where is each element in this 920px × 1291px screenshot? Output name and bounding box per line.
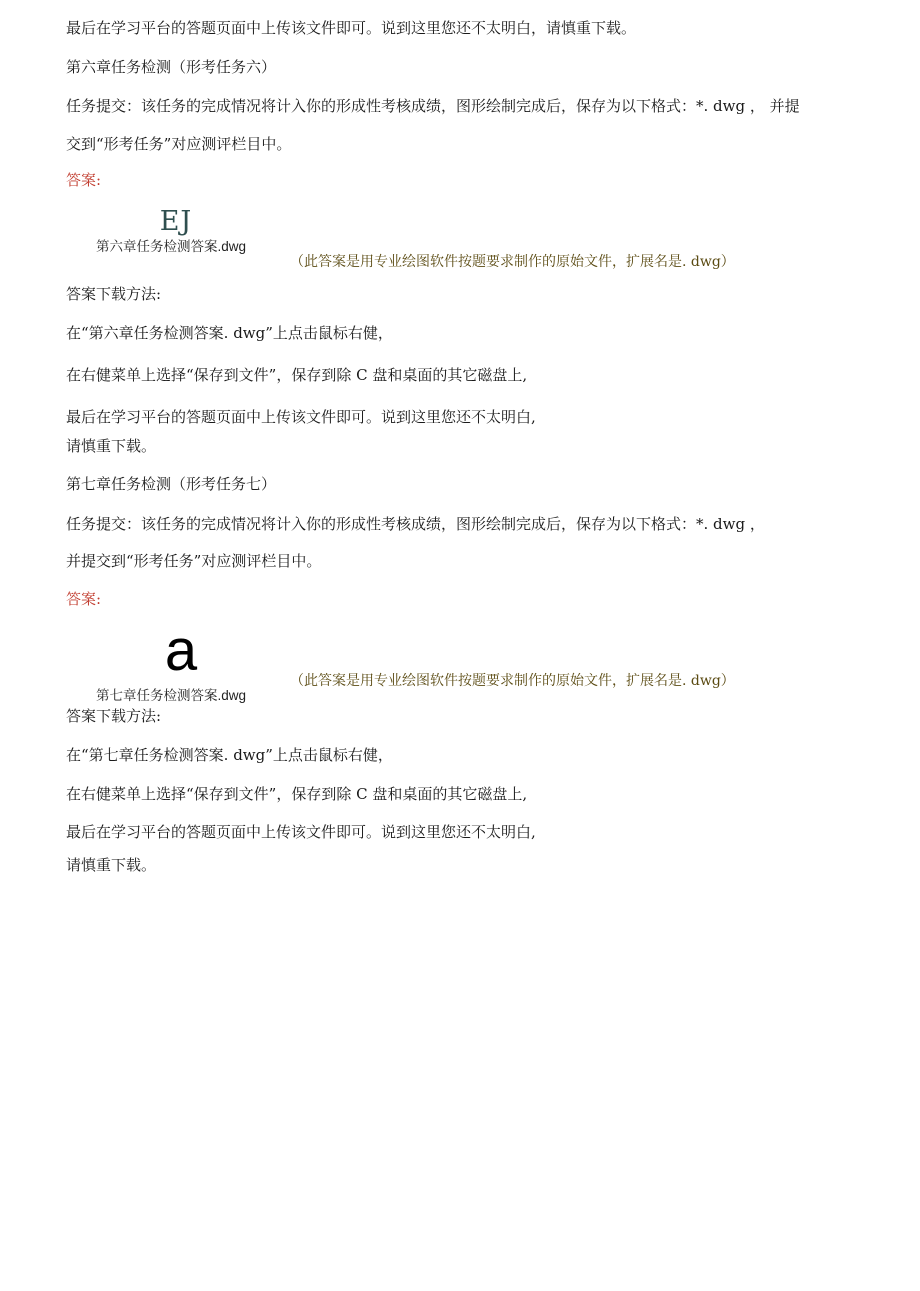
chapter7-task-line-1: 任务提交：该任务的完成情况将计入你的形成性考核成绩，图形绘制完成后，保存为以下格式：*. dwg ， — [66, 515, 765, 533]
chapter7-download-step-4: 请慎重下载。 — [66, 856, 157, 874]
chapter6-title: 第六章任务检测（形考任务六） — [66, 58, 277, 76]
chapter6-download-step-4: 请慎重下载。 — [66, 437, 157, 455]
chapter6-answer-label: 答案: — [66, 171, 102, 189]
chapter6-download-step-3: 最后在学习平台的答题页面中上传该文件即可。说到这里您还不太明白, — [66, 408, 536, 426]
intro-paragraph: 最后在学习平台的答题页面中上传该文件即可。说到这里您还不太明白，请慎重下载。 — [66, 19, 637, 37]
chapter6-attachment[interactable] — [66, 208, 276, 255]
chapter7-answer-note: （此答案是用专业绘图软件按题要求制作的原始文件，扩展名是. dwg） — [290, 673, 735, 689]
chapter7-download-step-2: 在右健菜单上选择“保存到文件”，保存到除 C 盘和桌面的其它磁盘上, — [66, 785, 528, 803]
chapter6-download-step-2: 在右健菜单上选择“保存到文件”，保存到除 C 盘和桌面的其它磁盘上, — [66, 366, 528, 384]
chapter7-attachment-filename[interactable]: 第七章任务检测答案.dwg — [95, 688, 247, 703]
chapter6-answer-note: （此答案是用专业绘图软件按题要求制作的原始文件，扩展名是. dwg） — [290, 254, 735, 270]
chapter7-task-line-2: 并提交到“形考任务”对应测评栏目中。 — [66, 552, 322, 570]
chapter7-attachment[interactable] — [66, 618, 276, 704]
chapter6-download-heading: 答案下载方法: — [66, 285, 162, 303]
chapter7-download-step-1: 在“第七章任务检测答案. dwg”上点击鼠标右健， — [66, 746, 393, 764]
chapter7-download-heading: 答案下载方法: — [66, 707, 162, 725]
chapter7-download-step-3: 最后在学习平台的答题页面中上传该文件即可。说到这里您还不太明白, — [66, 823, 536, 841]
dwg-file-icon[interactable]: a — [164, 618, 198, 683]
chapter6-task-line-1: 任务提交：该任务的完成情况将计入你的形成性考核成绩，图形绘制完成后，保存为以下格式：*. dwg ， 并提 — [66, 97, 800, 115]
dwg-file-icon[interactable]: EJ — [159, 206, 193, 237]
chapter7-title: 第七章任务检测（形考任务七） — [66, 475, 277, 493]
chapter6-attachment-filename[interactable]: 第六章任务检测答案.dwg — [95, 239, 247, 254]
chapter7-answer-label: 答案: — [66, 590, 102, 608]
chapter6-download-step-1: 在“第六章任务检测答案. dwg”上点击鼠标右健， — [66, 324, 393, 342]
chapter6-task-line-2: 交到“形考任务”对应测评栏目中。 — [66, 135, 292, 153]
